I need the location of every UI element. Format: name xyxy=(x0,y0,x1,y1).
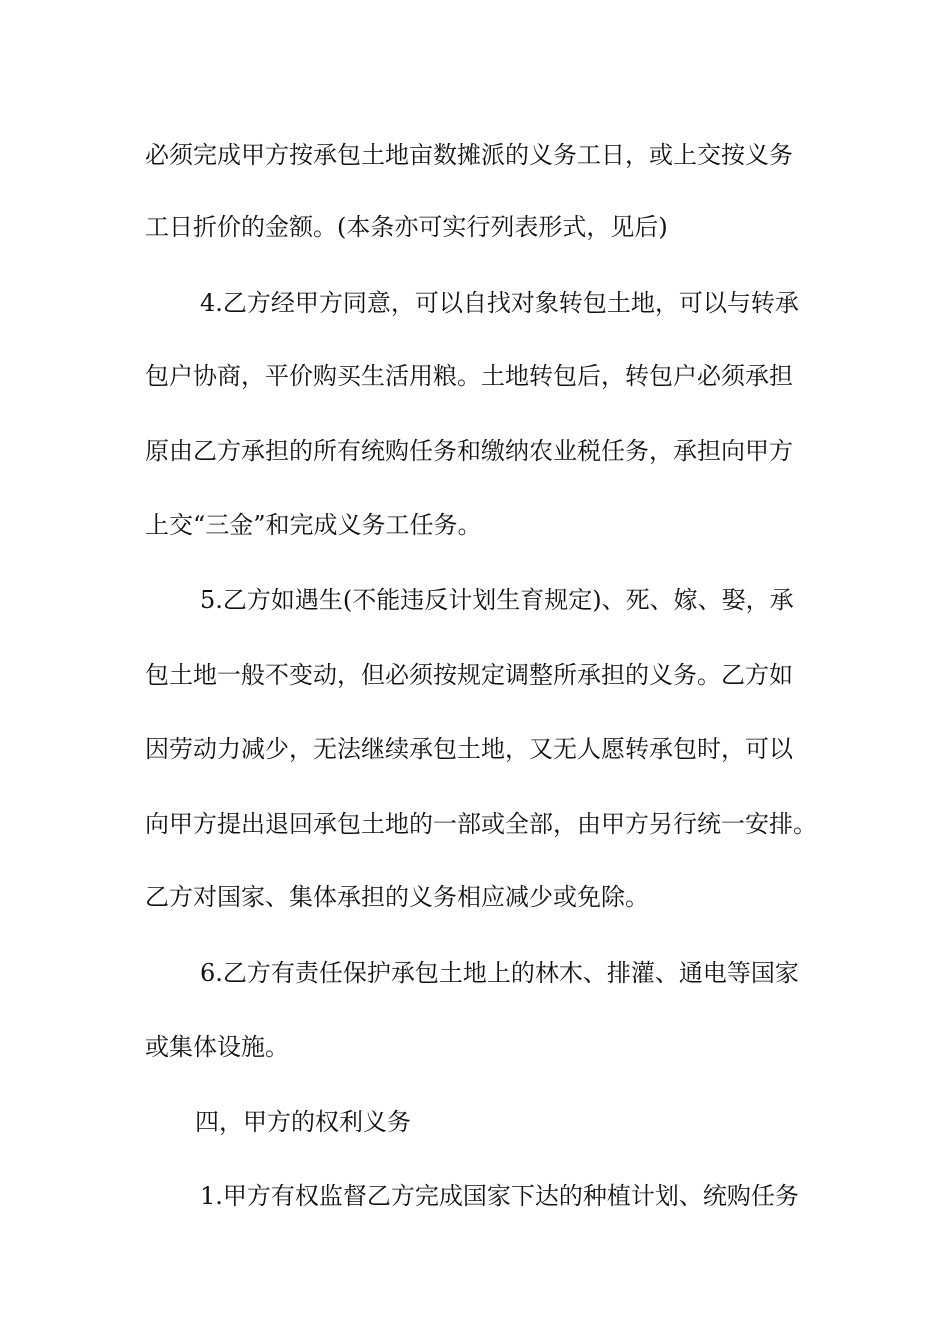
section-heading: 四，甲方的权利义务 xyxy=(195,1108,411,1136)
paragraph-start-line: 5.乙方如遇生(不能违反计划生育规定)、死、嫁、娶，承 xyxy=(200,586,794,614)
paragraph-start-line: 1.甲方有权监督乙方完成国家下达的种植计划、统购任务 xyxy=(200,1182,799,1210)
text-line: 乙方对国家、集体承担的义务相应减少或免除。 xyxy=(145,883,649,911)
text-line: 必须完成甲方按承包土地亩数摊派的义务工日，或上交按义务 xyxy=(145,141,793,169)
text-line: 向甲方提出退回承包土地的一部或全部，由甲方另行统一安排。 xyxy=(145,810,817,838)
text-line: 包土地一般不变动，但必须按规定调整所承担的义务。乙方如 xyxy=(145,661,793,689)
text-line: 包户协商，平价购买生活用粮。土地转包后，转包户必须承担 xyxy=(145,362,793,390)
paragraph-start-line: 6.乙方有责任保护承包土地上的林木、排灌、通电等国家 xyxy=(200,959,799,987)
text-line: 原由乙方承担的所有统购任务和缴纳农业税任务，承担向甲方 xyxy=(145,437,793,465)
text-line: 因劳动力减少，无法继续承包土地，又无人愿转承包时，可以 xyxy=(145,735,793,763)
text-line: 或集体设施。 xyxy=(145,1033,289,1061)
paragraph-start-line: 4.乙方经甲方同意，可以自找对象转包土地，可以与转承 xyxy=(200,289,799,317)
text-line: 上交“三金”和完成义务工任务。 xyxy=(145,511,482,539)
text-line: 工日折价的金额。(本条亦可实行列表形式，见后) xyxy=(145,213,668,241)
